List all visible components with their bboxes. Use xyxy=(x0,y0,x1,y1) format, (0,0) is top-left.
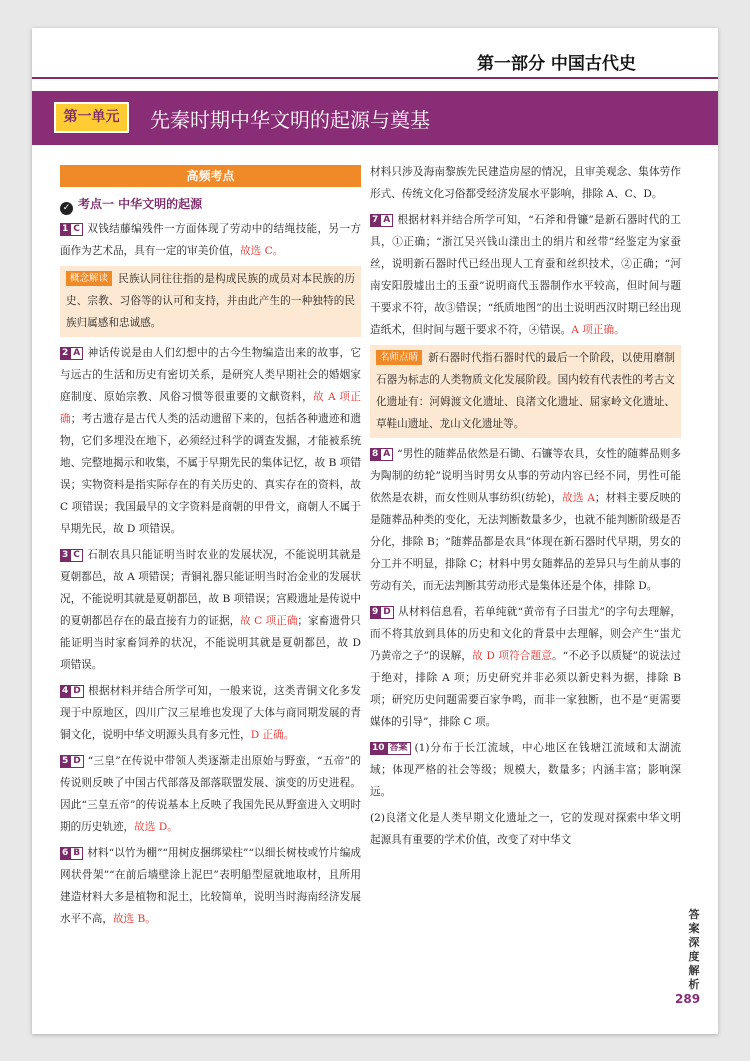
question-number: 7 xyxy=(372,215,379,225)
answer-8 xyxy=(370,443,681,597)
answer-4 xyxy=(60,680,361,746)
question-number: 1 xyxy=(62,224,69,234)
explanation: “男性的随葬品依然是石锄、石镰等农具，女性的随葬品则多为陶制的纺轮”说明当时男女从事的劳动内容已经不同，男性可能依然是农耕，而女性则从事纺织(纺轮)， xyxy=(370,448,681,504)
unit-title: 先秦时期中华文明的起源与奠基 xyxy=(150,108,430,132)
right-column xyxy=(370,161,681,855)
explanation: 根据材料并结合所学可知，“石斧和骨镰”是新石器时代的工具，①正确；“浙江吴兴钱山漾出土的绢片和丝带”经鉴定为家蚕丝，说明新石器时代已经出现人工育蚕和丝织技术，②正确；“河南安阳殷墟出土的玉蚕”说明商代玉器制作水平较高，但时间与题干要求不符，故③错误；“纸质地图”的出土说明西汉时期已经出现造纸术，但时间与题干要求不符，④错误。 xyxy=(370,214,681,336)
explanation: 根据材料并结合所学可知，一般来说，这类青铜文化多发现于中原地区，四川广汉三星堆也发现了大体与商同期发展的青铜文化，说明中华文明源头具有多元性， xyxy=(60,685,361,741)
answer-highlight: 故选 C。 xyxy=(240,245,284,257)
explanation-cont: ；考古遗存是古代人类的活动遗留下来的，包括各种遗迹和遗物，它们多埋没在地下，必须经过科学的调查发掘，才能被系统地、完整地揭示和收集，不属于早期先民的集体记忆，故 B 项错误；实物资料是指实际存在的有关历史的、真实存在的资料，故 C 项错误；我国最早的文字资料是商朝的甲骨文，商朝人不属于早期先民，故 D 项错误。 xyxy=(60,413,362,535)
question-number: 10 xyxy=(372,743,385,753)
key-point-heading xyxy=(60,194,361,215)
check-icon: ✓ xyxy=(60,202,73,215)
question-number: 3 xyxy=(62,550,69,560)
explanation: 双钱结藤编残件一方面体现了劳动中的结绳技能，另一方面作为艺术品，具有一定的审美价值， xyxy=(60,223,361,257)
question-number: 8 xyxy=(372,449,379,459)
explanation: (1)分布于长江流域，中心地区在钱塘江流域和太湖流域；体现严格的社会等级；规模大，数量多；内涵丰富；影响深远。 xyxy=(370,742,681,798)
teacher-tag: 名师点睛 xyxy=(376,350,422,365)
answer-highlight: 故 A 项正确 xyxy=(60,391,361,425)
question-number: 2 xyxy=(62,348,69,358)
answer-letter: A xyxy=(380,214,393,227)
page-number: 289 xyxy=(675,992,701,1006)
concept-text: 民族认同往往指的是构成民族的成员对本民族的历史、宗教、习俗等的认可和支持，并由此产生的一种独特的民族归属感和忠诚感。 xyxy=(66,273,355,329)
answer-9 xyxy=(370,601,681,733)
part-header: 第一部分 中国古代史 xyxy=(477,54,636,74)
answer-letter: C xyxy=(70,223,83,236)
answer-highlight: 故选 A xyxy=(562,492,595,504)
answer-letter: A xyxy=(70,347,83,360)
answer-letter: D xyxy=(70,685,83,698)
left-column xyxy=(60,165,361,934)
answer-7 xyxy=(370,209,681,341)
explanation: 石制农具只能证明当时农业的发展状况，不能说明其就是夏朝都邑，故 A 项错误；青铜礼器只能证明当时冶金业的发展状况，不能说明其就是夏朝都邑，故 B 项错误；宫殿遗址是传说中的夏朝都邑存在的最直接有力的证据， xyxy=(60,549,361,627)
concept-note xyxy=(60,266,361,337)
answer-letter: D xyxy=(380,606,393,619)
explanation-cont: 。“不必予以质疑”的说法过于绝对，排除 A 项；历史研究并非必须以新史料为据，排除 B 项；研究历史问题需要百家争鸣，而非一家独断，也不是“更需要媒体的引导”，排除 C 项。 xyxy=(370,650,681,728)
answer-highlight: A 项正确。 xyxy=(571,324,625,336)
answer-2 xyxy=(60,342,361,540)
answer-letter: B xyxy=(70,847,83,860)
answer-letter: C xyxy=(70,549,83,562)
answer-highlight: 故 D 项符合题意 xyxy=(472,650,552,662)
answer-highlight: 故选 B。 xyxy=(112,913,156,925)
side-label: 答案深度解析 xyxy=(688,908,700,991)
answer-5 xyxy=(60,750,361,838)
answer-highlight: D 正确。 xyxy=(250,729,295,741)
question-number: 4 xyxy=(62,686,69,696)
teacher-text: 新石器时代指石器时代的最后一个阶段，以使用磨制石器为标志的人类物质文化发展阶段。国内较有代表性的考古文化遗址有：河姆渡文化遗址、良渚文化遗址、屈家岭文化遗址、草鞋山遗址、龙山文化遗址等。 xyxy=(376,352,675,430)
teacher-note xyxy=(370,345,681,438)
answer-1 xyxy=(60,218,361,262)
explanation-cont: ；材料主要反映的是随葬品种类的变化，无法判断数量多少，也就不能判断阶级是否分化，排除 B；“随葬品都是农具”体现在新石器时代早期，男女的分工并不明显，排除 C；材料中男女随葬品的差异只与生前从事的劳动有关，而无法判断其劳动形式是集体还是个体，排除 D。 xyxy=(370,492,681,592)
explanation-cont: ；家畜遗骨只能证明当时家畜饲养的状况，不能说明其就是夏朝都邑，故 D 项错误。 xyxy=(60,615,362,671)
answer-letter: A xyxy=(380,448,393,461)
answer-6 xyxy=(60,842,361,930)
question-number: 5 xyxy=(62,756,69,766)
answer-10 xyxy=(370,737,681,803)
explanation: 神话传说是由人们幻想中的古今生物编造出来的故事，它与远古的生活和历史有密切关系，是研究人类早期社会的婚姻家庭制度、原始宗教、风俗习惯等很重要的文献资料， xyxy=(60,347,361,403)
header-rule xyxy=(32,77,718,79)
answer-6-cont: 材料只涉及海南黎族先民建造房屋的情况，且审美观念、集体劳作形式、传统文化习俗都受经济发展水平影响，排除 A、C、D。 xyxy=(370,166,681,200)
explanation: “三皇”在传说中带领人类逐渐走出原始与野蛮，“五帝”的传说则反映了中国古代部落及部落联盟发展、演变的历史进程。因此“三皇五帝”的传说基本上反映了我国先民从野蛮进入文明时期的历史轨迹， xyxy=(60,755,361,833)
answer-label: 答案 xyxy=(387,742,411,755)
question-number: 6 xyxy=(62,848,69,858)
question-number: 9 xyxy=(372,607,379,617)
key-point-label: 考点一 中华文明的起源 xyxy=(78,197,203,211)
answer-highlight: 故选 D。 xyxy=(134,821,178,833)
page xyxy=(32,28,718,1034)
answer-3 xyxy=(60,544,361,676)
answer-10-part2: (2)良渚文化是人类早期文化遗址之一，它的发现对探索中华文明起源具有重要的学术价值，改变了对中华文 xyxy=(370,812,681,846)
answer-letter: D xyxy=(70,755,83,768)
answer-highlight: 故 C 项正确 xyxy=(240,615,298,627)
explanation: 材料“以竹为棚”“用树皮捆绑梁柱”“以细长树枝或竹片编成网状骨架”“在前后墙壁涂上泥巴”表明船型屋就地取材，且所用建造材料大多是植物和泥土，比较简单，说明当时海南经济发展水平不高， xyxy=(60,847,361,925)
section-banner: 高频考点 xyxy=(60,165,361,187)
unit-badge: 第一单元 xyxy=(54,102,129,133)
concept-tag: 概念解读 xyxy=(66,271,112,286)
explanation: 从材料信息看，若单纯就“黄帝有子曰蚩尤”的字句去理解，而不将其放到具体的历史和文化的背景中去理解，则会产生“蚩尤乃黄帝之子”的误解， xyxy=(370,606,681,662)
